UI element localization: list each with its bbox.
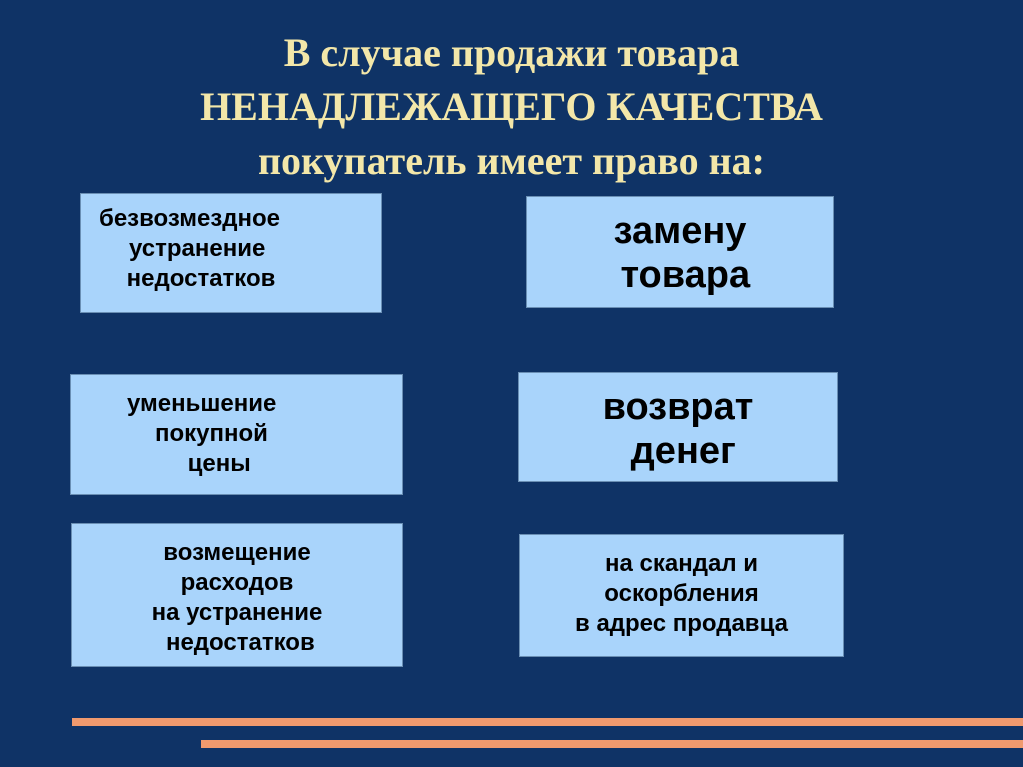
right-refund-box [518,372,838,482]
costs-line-4: недостатков [159,629,315,656]
scandal-line-3: в адрес продавца [575,610,788,637]
title-line-2: НЕНАДЛЕЖАЩЕГО КАЧЕСТВА [200,84,823,129]
decorative-stripe-top [72,718,1023,726]
scandal-line-1: на скандал и [605,550,758,577]
refund-line-1: возврат [602,386,754,428]
costs-line-2: расходов [180,569,294,596]
replace-line-1: замену [613,210,747,252]
costs-line-1: возмещение [163,539,311,566]
scandal-line-2: оскорбления [604,580,759,607]
right-repair-box [80,193,382,313]
repair-line-3: недостатков [120,265,276,292]
title-line-3: покупатель имеет право на: [258,138,765,183]
decorative-stripe-bottom [201,740,1023,748]
costs-line-3: на устранение [151,599,323,626]
reduce-line-1: уменьшение [127,390,277,417]
reduce-line-3: цены [181,450,251,477]
scandal-box [519,534,844,657]
reduce-line-2: покупной [155,420,268,447]
right-replace-box [526,196,834,308]
title-line-1: В случае продажи товара [283,30,740,75]
repair-line-1: безвозмездное [99,205,287,232]
right-reduce-price-box [70,374,403,495]
repair-line-2: устранение [129,235,266,262]
right-costs-box [71,523,403,667]
refund-line-2: денег [620,430,736,472]
slide-title [40,26,983,188]
replace-line-2: товара [609,254,751,296]
